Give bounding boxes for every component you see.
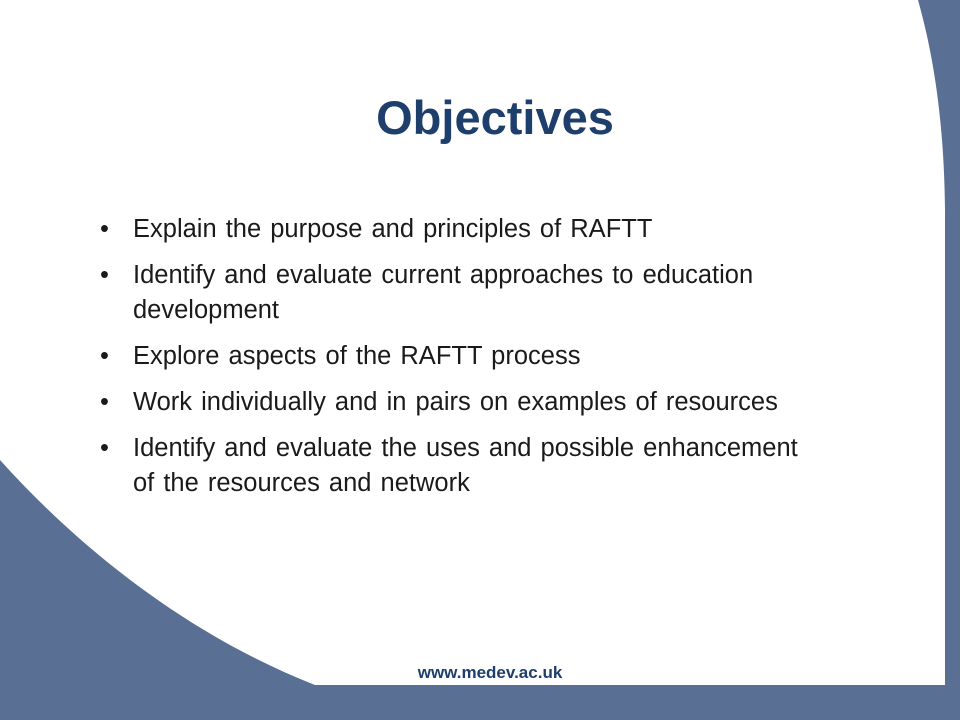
- footer-url: www.medev.ac.uk: [417, 663, 563, 682]
- list-item: [100, 385, 800, 420]
- list-item: [100, 431, 800, 501]
- list-item-text: Explore aspects of the RAFTT process: [133, 342, 581, 370]
- list-item-text: Work individually and in pairs on examples of resources: [133, 388, 778, 416]
- bullet-icon: •: [100, 215, 109, 243]
- list-item: [100, 339, 800, 374]
- list-item: [100, 258, 800, 328]
- bullet-icon: •: [100, 434, 109, 462]
- list-item-text: Identify and evaluate the uses and possible enhancement of the resources and network: [133, 434, 798, 497]
- bullet-icon: •: [100, 388, 109, 416]
- list-item: [100, 212, 800, 247]
- bullet-icon: •: [100, 261, 109, 289]
- bullet-icon: •: [100, 342, 109, 370]
- slide-title: Objectives: [376, 91, 614, 144]
- list-item-text: Identify and evaluate current approaches to education development: [133, 261, 754, 324]
- objectives-list: [100, 212, 800, 512]
- list-item-text: Explain the purpose and principles of RAFTT: [133, 215, 653, 243]
